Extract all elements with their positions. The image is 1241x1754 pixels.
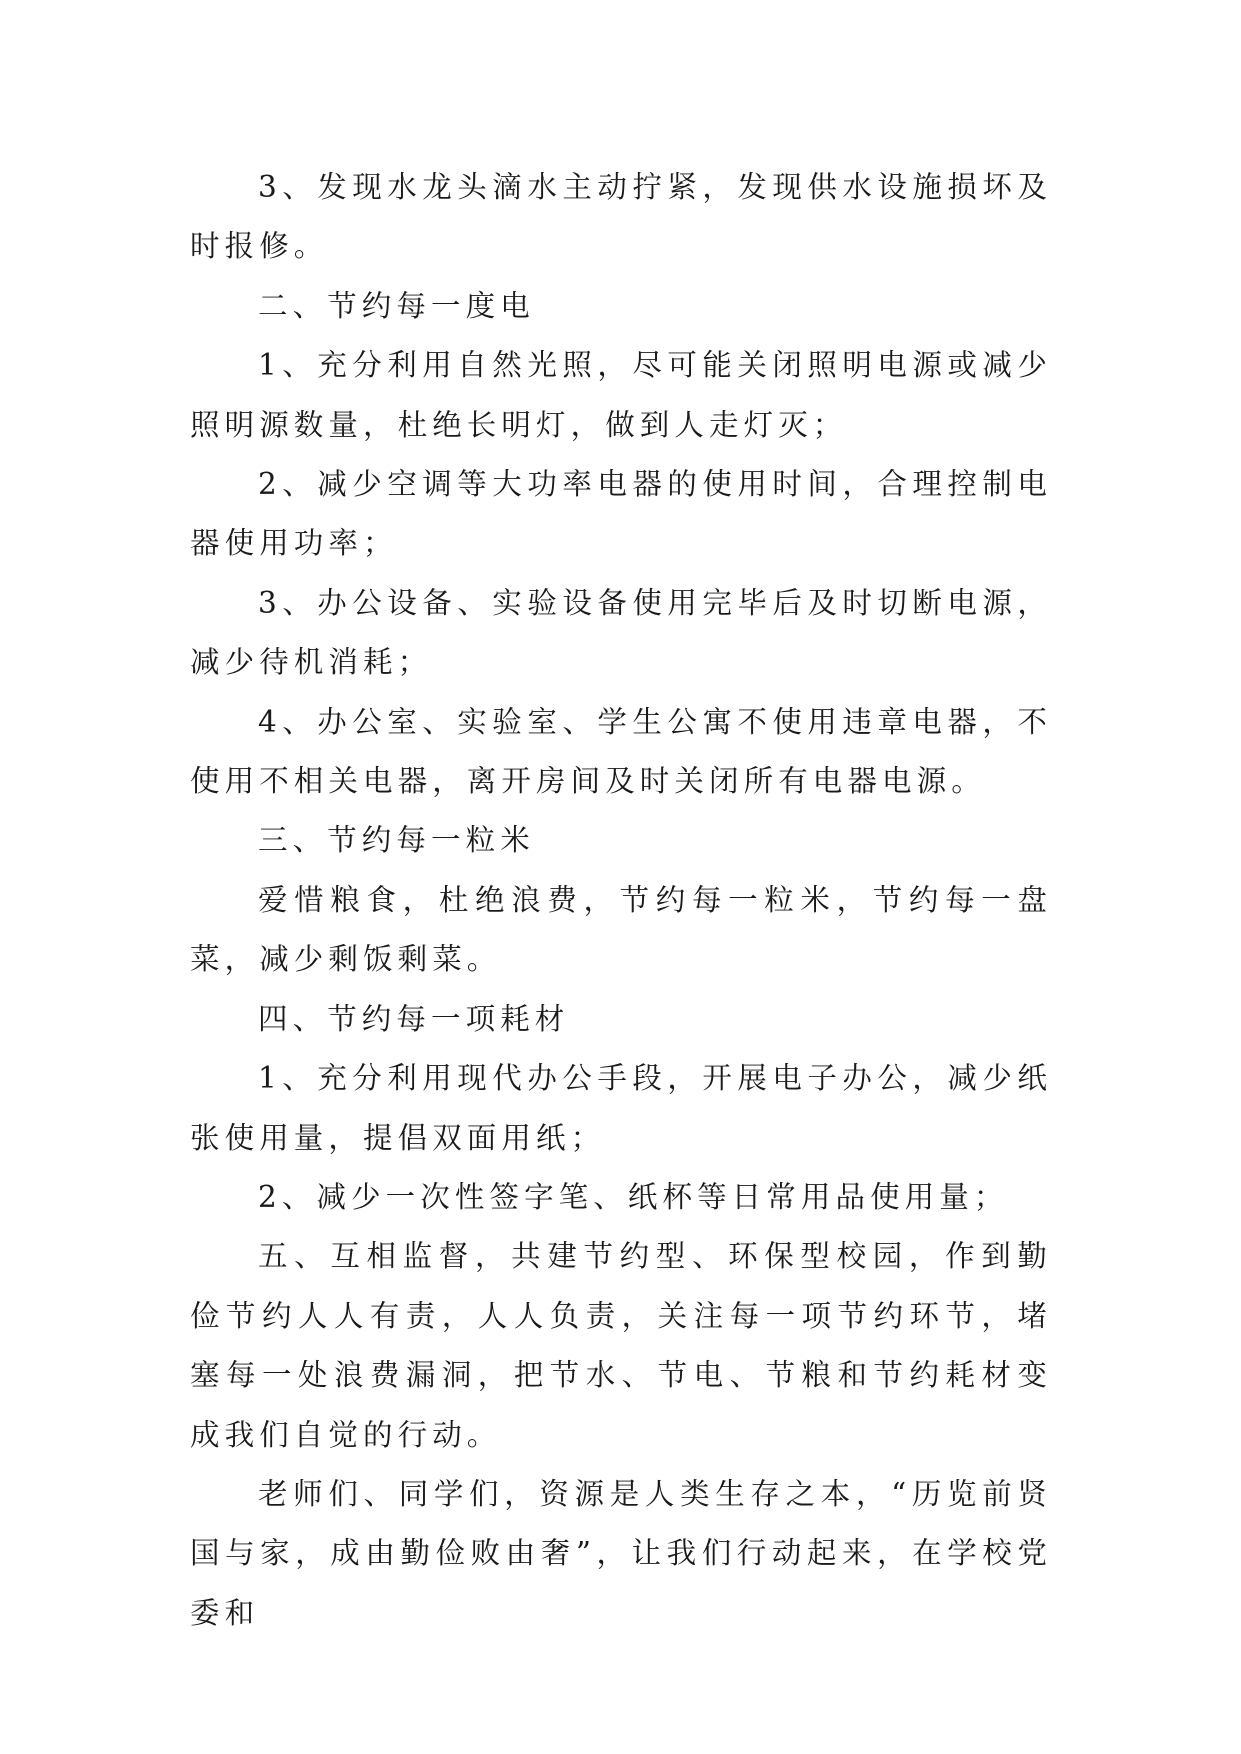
document-body bbox=[190, 158, 1052, 1643]
paragraph-electricity-item-4: 4、办公室、实验室、学生公寓不使用违章电器，不使用不相关电器，离开房间及时关闭所有电器电源。 bbox=[190, 704, 1052, 799]
paragraph-rice: 爱惜粮食，杜绝浪费，节约每一粒米，节约每一盘菜，减少剩饭剩菜。 bbox=[190, 882, 1052, 977]
section-heading-electricity: 二、节约每一度电 bbox=[258, 288, 535, 323]
paragraph-consumables-item-2: 2、减少一次性签字笔、纸杯等日常用品使用量； bbox=[258, 1179, 1009, 1214]
paragraph-electricity-item-3: 3、办公设备、实验设备使用完毕后及时切断电源，减少待机消耗； bbox=[190, 585, 1052, 680]
section-heading-rice: 三、节约每一粒米 bbox=[258, 823, 535, 858]
paragraph-consumables-item-1: 1、充分利用现代办公手段，开展电子办公，减少纸张使用量，提倡双面用纸； bbox=[190, 1061, 1052, 1155]
paragraph-closing: 老师们、同学们，资源是人类生存之本，“历览前贤国与家，成由勤俭败由奢”，让我们行动起来，在学校党委和 bbox=[190, 1476, 1052, 1630]
paragraph-water-item-3: 3、发现水龙头滴水主动拧紧，发现供水设施损坏及时报修。 bbox=[190, 170, 1052, 264]
paragraph-electricity-item-2: 2、减少空调等大功率电器的使用时间，合理控制电器使用功率； bbox=[190, 467, 1052, 561]
paragraph-electricity-item-1: 1、充分利用自然光照，尽可能关闭照明电源或减少照明源数量，杜绝长明灯，做到人走灯灭； bbox=[190, 348, 1052, 442]
section-heading-consumables: 四、节约每一项耗材 bbox=[258, 1001, 570, 1036]
paragraph-supervision: 五、互相监督，共建节约型、环保型校园，作到勤俭节约人人有责，人人负责，关注每一项节约环节，堵塞每一处浪费漏洞，把节水、节电、节粮和节约耗材变成我们自觉的行动。 bbox=[190, 1239, 1052, 1452]
